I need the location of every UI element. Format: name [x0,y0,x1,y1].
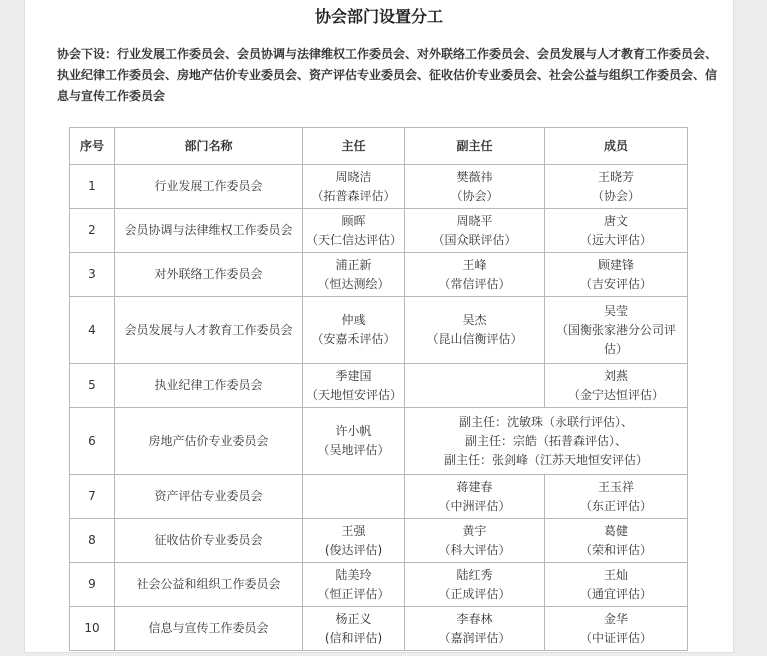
row-deputy [405,519,545,563]
row-director [303,519,405,563]
row-no: 8 [70,519,115,563]
row-deputy [405,607,545,651]
director-name: 浦正新 [335,257,372,272]
deputy-org: （昆山信衡评估） [426,332,523,346]
director-name: 季建国 [335,368,372,383]
row-dept: 征收估价专业委员会 [115,519,303,563]
table-row [70,297,688,364]
row-members [545,209,688,253]
table-row [70,408,688,475]
row-director [303,253,405,297]
director-name: 周晓洁 [335,169,372,184]
row-director [303,607,405,651]
table-row [70,475,688,519]
row-members [545,297,688,364]
row-no: 5 [70,364,115,408]
deputy-org: （国众联评估） [432,232,517,247]
director-org: (俊达评估) [324,542,383,557]
deputy-name: 王峰 [462,257,487,272]
member-name: 唐文 [603,213,628,228]
member-org: （荣和评估） [579,542,652,557]
deputy-org: （常信评估） [438,276,511,291]
row-no: 4 [70,297,115,364]
director-org: （拓普森评估） [311,188,396,203]
row-director-empty [303,475,405,519]
table-row [70,209,688,253]
deputy-org: （中洲评估） [438,498,511,513]
director-org: （天仁信达评估） [306,232,403,247]
member-org: （金宁达恒评估） [567,387,664,402]
member-name: 王玉祥 [597,479,634,494]
row-dept: 会员协调与法律维权工作委员会 [115,209,303,253]
member-org: （中证评估） [579,630,652,645]
header-director: 主任 [303,128,405,165]
member-name: 刘燕 [603,368,628,383]
director-name: 王强 [341,523,366,538]
header-deputy: 副主任 [405,128,545,165]
table-header-row [70,128,688,165]
header-dept: 部门名称 [115,128,303,165]
row-dept: 房地产估价专业委员会 [115,408,303,475]
row-no: 7 [70,475,115,519]
row-deputy [405,253,545,297]
row-no: 3 [70,253,115,297]
row-director [303,364,405,408]
row-members [545,364,688,408]
row-dept: 对外联络工作委员会 [115,253,303,297]
row-members [545,253,688,297]
deputy-name: 李春林 [456,611,493,626]
director-name: 许小帆 [335,424,372,438]
deputy-org: （嘉润评估） [438,630,511,645]
director-org: （安嘉禾评估） [311,332,396,346]
table-row [70,607,688,651]
row-director [303,563,405,607]
article-page [24,0,734,653]
director-name: 杨正义 [335,611,372,626]
deputy-org: （协会） [450,188,499,203]
table-row [70,253,688,297]
member-name: 王灿 [603,567,628,582]
row-members [545,475,688,519]
row-dept: 行业发展工作委员会 [115,165,303,209]
row-no: 10 [70,607,115,651]
deputy-org: （科大评估） [438,542,511,557]
row-deputy [405,563,545,607]
member-name: 吴莹 [603,303,628,318]
director-org: （恒达测绘） [317,276,390,291]
deputy-name: 樊薇祎 [456,169,493,184]
member-org: （远大评估） [579,232,652,247]
member-org-cont: 估） [603,341,628,356]
director-name: 陆美玲 [335,567,372,582]
table-row [70,563,688,607]
table-row [70,519,688,563]
header-members: 成员 [545,128,688,165]
member-org: （吉安评估） [579,276,652,291]
row-deputy [405,475,545,519]
member-name: 葛健 [603,523,628,538]
row-dept: 社会公益和组织工作委员会 [115,563,303,607]
row-director [303,165,405,209]
row-director [303,408,405,475]
deputy-name: 蒋建春 [456,479,493,494]
table-row [70,165,688,209]
row-deputy-merged [405,408,688,475]
member-name: 王晓芳 [597,169,634,184]
row-deputy [405,165,545,209]
member-org: （东正评估） [579,498,652,513]
director-name: 顾晖 [341,213,366,228]
member-name: 顾建锋 [597,257,634,272]
deputy-line: 副主任：宗皓（拓普森评估）、 [464,433,627,448]
director-org: （恒正评估） [317,586,390,601]
header-no: 序号 [70,128,115,165]
row-no: 2 [70,209,115,253]
row-deputy-empty [405,364,545,408]
deputy-name: 黄宇 [462,523,487,538]
member-org: （协会） [591,188,640,203]
department-table [69,127,688,651]
director-org: （吴地评估） [317,443,390,457]
deputy-name: 周晓平 [456,213,493,228]
row-dept: 会员发展与人才教育工作委员会 [115,297,303,364]
deputy-line: 副主任：沈敏珠（永联行评估）、 [458,414,633,429]
row-dept: 执业纪律工作委员会 [115,364,303,408]
row-director [303,209,405,253]
deputy-name: 吴杰 [462,313,487,327]
row-deputy [405,209,545,253]
member-org: （通宜评估） [579,586,652,601]
row-no: 1 [70,165,115,209]
deputy-org: （正成评估） [438,586,511,601]
intro-paragraph: 协会下设：行业发展工作委员会、会员协调与法律维权工作委员会、对外联络工作委员会、会员发展与人才教育工作委员会、执业纪律工作委员会、房地产估价专业委员会、资产评估专业委员会、征收估价专业委员会、社会公益与组织工作委员会、信息与宣传工作委员会 [57,47,718,103]
row-deputy [405,297,545,364]
page-title: 协会部门设置分工 [314,7,443,26]
row-director [303,297,405,364]
table-row [70,364,688,408]
row-no: 6 [70,408,115,475]
member-name: 金华 [603,611,628,626]
row-no: 9 [70,563,115,607]
row-members [545,563,688,607]
deputy-line: 副主任：张剑峰（江苏天地恒安评估） [443,452,648,467]
member-org: （国衡张家港分公司评 [555,322,676,337]
row-dept: 资产评估专业委员会 [115,475,303,519]
director-org: (信和评估) [324,630,383,645]
row-members [545,607,688,651]
deputy-name: 陆红秀 [456,567,493,582]
row-dept: 信息与宣传工作委员会 [115,607,303,651]
director-name: 仲彧 [341,313,366,327]
row-members [545,165,688,209]
director-org: （天地恒安评估） [306,387,403,402]
row-members [545,519,688,563]
